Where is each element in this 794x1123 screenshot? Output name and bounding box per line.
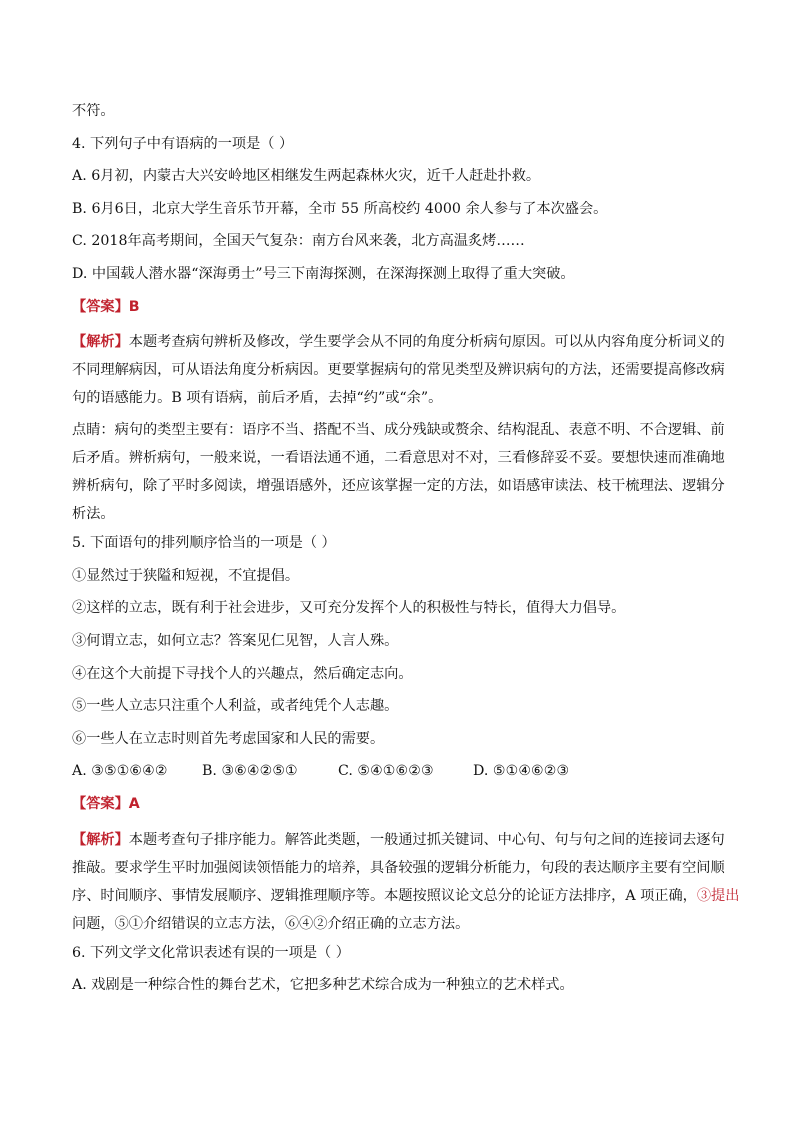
q4-note-line-1: 点睛：病句的类型主要有：语序不当、搭配不当、成分残缺或赘余、结构混乱、表意不明、不合逻辑、前 [72, 422, 725, 439]
q5-analysis [72, 826, 740, 938]
q4-note [72, 416, 725, 528]
q5-answer-value: A [128, 795, 140, 812]
q4-answer-value: B [128, 298, 140, 315]
q4-option-d: D. 中国载人潜水器“深海勇士”号三下南海探测，在深海探测上取得了重大突破。 [72, 265, 575, 282]
q4-option-c: C. 2018年高考期间，全国天气复杂：南方台风来袭，北方高温炙烤…… [72, 233, 525, 250]
q5-item-5: ⑤一些人立志只注重个人利益，或者纯凭个人志趣。 [72, 698, 399, 715]
q5-item-6: ⑥一些人在立志时则首先考虑国家和人民的需要。 [72, 730, 385, 747]
q5-item-4: ④在这个大前提下寻找个人的兴趣点，然后确定志向。 [72, 665, 413, 682]
q5-analysis-line-2: 推敲。要求学生平时加强阅读领悟能力的培养，具备较强的逻辑分析能力，句段的表达顺序主要有空间顺 [72, 859, 725, 876]
document-page [72, 100, 740, 1007]
q4-analysis-line-2: 不同理解病因，可从语法角度分析病因。更要掌握病句的常见类型及辨识病句的方法，还需要提高修改病 [72, 362, 725, 379]
analysis-tag: 【解析】 [72, 831, 129, 848]
q5-answer [72, 793, 722, 815]
q4-note-line-3: 辨析病句，除了平时多阅读，增强语感外，还应该掌握一定的方法，如语感审读法、枝干梳理法、逻辑分 [72, 478, 725, 495]
q5-analysis-line-3: 序、时间顺序、事情发展顺序、逻辑推理顺序等。本题按照议论文总分的论证方法排序，A 项正确， [72, 887, 697, 904]
q4-note-line-4: 析法。 [72, 506, 115, 523]
q5-item-3: ③何谓立志，如何立志？答案见仁见智，人言人殊。 [72, 632, 399, 649]
q5-choices [72, 760, 722, 782]
q4-stem: 4. 下列句子中有语病的一项是（ ） [72, 135, 294, 152]
q4-analysis-line-1: 本题考查病句辨析及修改，学生要学会从不同的角度分析病句原因。可以从内容角度分析词义的 [128, 334, 725, 351]
q4-analysis [72, 328, 725, 412]
answer-tag: 【答案】 [72, 298, 129, 315]
answer-tag: 【答案】 [72, 795, 129, 812]
q4-analysis-line-3: 句的语感能力。B 项有语病，前后矛盾，去掉“约”或“余”。 [72, 390, 443, 407]
q4-option-a: A. 6月初，内蒙古大兴安岭地区相继发生两起森林火灾，近千人赶赴扑救。 [72, 168, 541, 185]
q5-choice-b: B. ③⑥④②⑤① [202, 763, 298, 780]
q5-item-1: ①显然过于狭隘和短视，不宜提倡。 [72, 567, 300, 584]
q4-option-b: B. 6月6日，北京大学生音乐节开幕，全市 55 所高校约 4000 余人参与了本次盛会。 [72, 200, 608, 217]
q5-analysis-line-4: 问题，⑤①介绍错误的立志方法，⑥④②介绍正确的立志方法。 [72, 915, 470, 932]
q5-analysis-line-1: 本题考查句子排序能力。解答此类题，一般通过抓关键词、中心句、句与句之间的连接词去逐句 [128, 831, 725, 848]
q5-stem: 5. 下面语句的排列顺序恰当的一项是（ ） [72, 535, 336, 552]
q5-analysis-highlight: ③提出 [696, 887, 740, 904]
q5-item-2: ②这样的立志，既有利于社会进步，又可充分发挥个人的积极性与特长，值得大力倡导。 [72, 600, 626, 617]
q5-choice-c: C. ⑤④①⑥②③ [338, 763, 434, 780]
intro-text: 不符。 [72, 103, 115, 119]
q6-stem: 6. 下列文学文化常识表述有误的一项是（ ） [72, 944, 350, 961]
q5-choice-a: A. ③⑤①⑥④② [72, 763, 168, 780]
analysis-tag: 【解析】 [72, 334, 129, 351]
q4-note-line-2: 后矛盾。辨析病句，一般来说，一看语法通不通，二看意思对不对，三看修辞妥不妥。要想快速而准确地 [72, 450, 725, 467]
q6-option-a: A. 戏剧是一种综合性的舞台艺术，它把多种艺术综合成为一种独立的艺术样式。 [72, 977, 574, 994]
q4-answer [72, 296, 722, 318]
q5-choice-d: D. ⑤①④⑥②③ [473, 763, 570, 780]
